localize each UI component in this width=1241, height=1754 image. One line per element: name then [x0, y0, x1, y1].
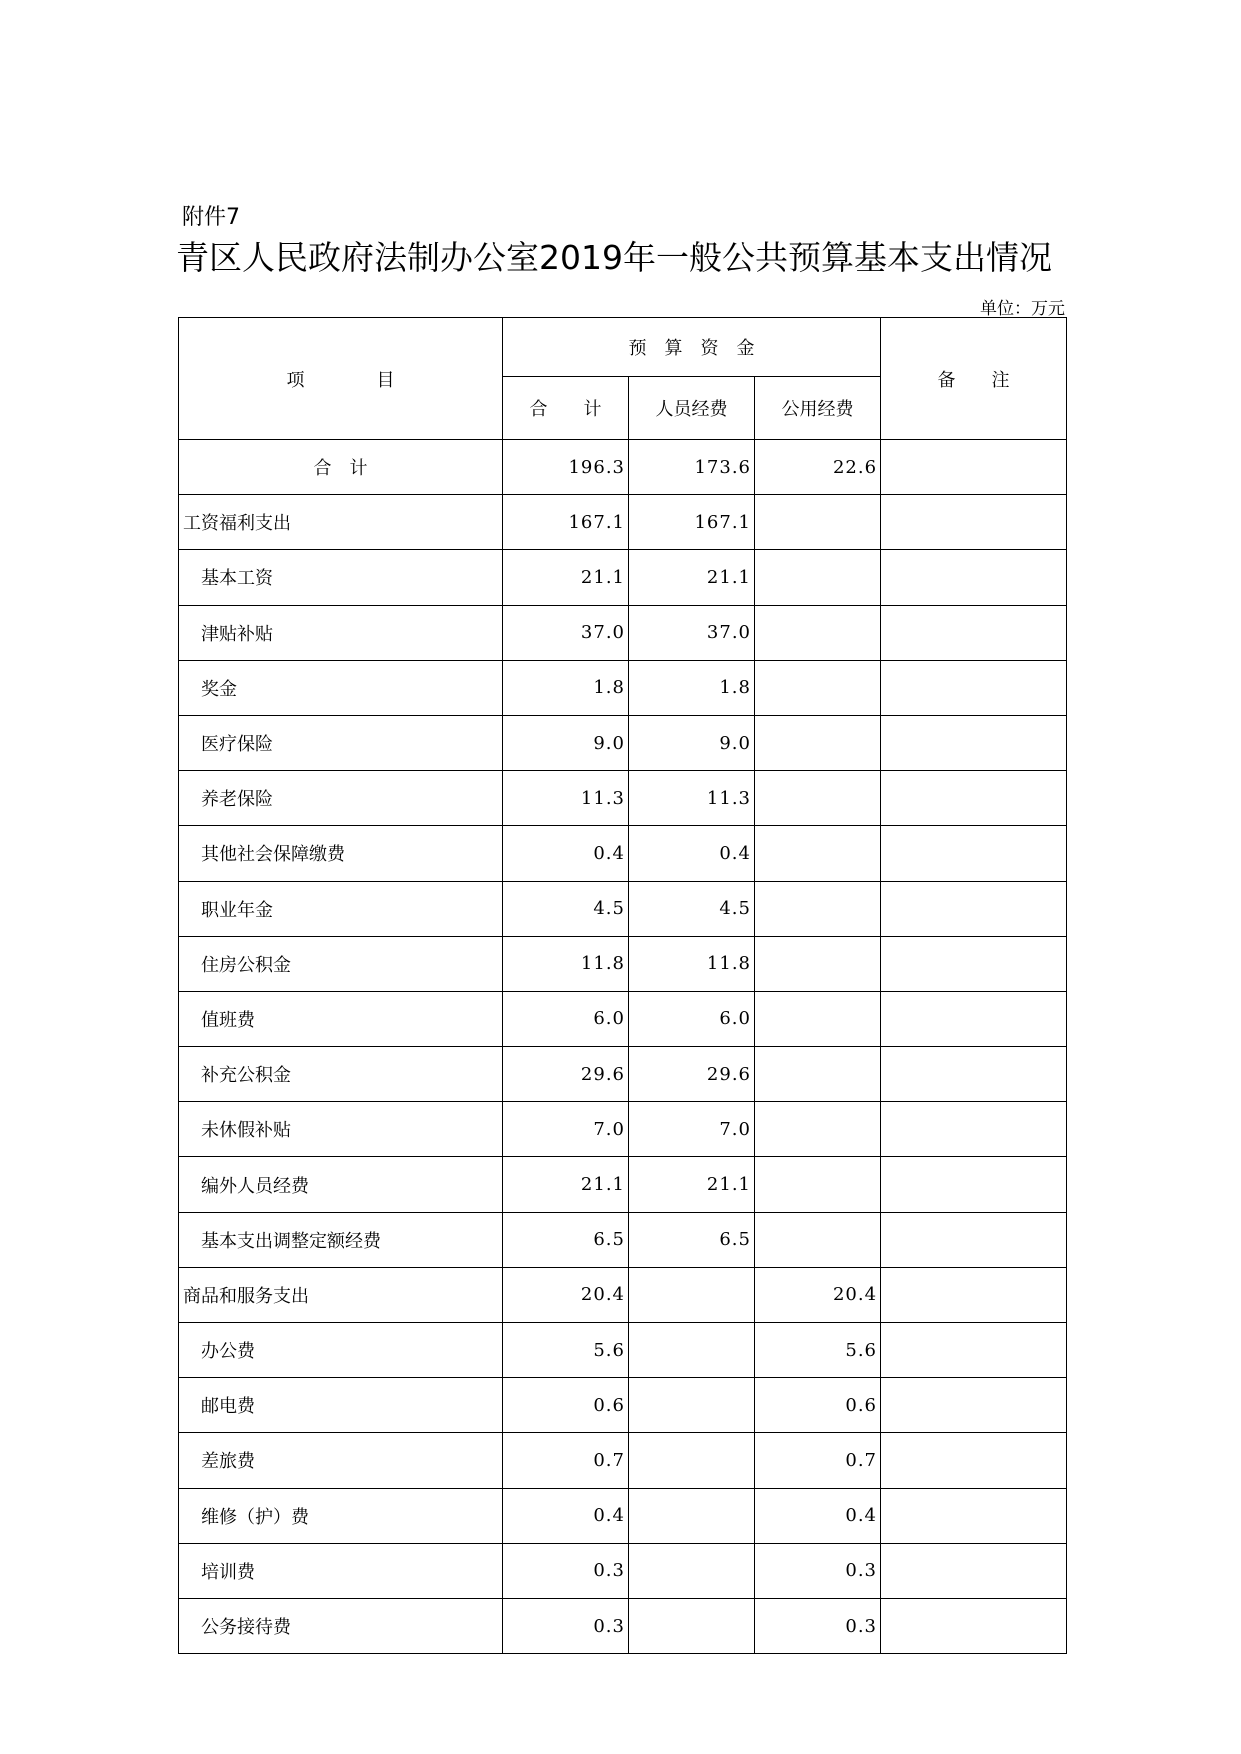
unit-label: 单位：万元 [980, 299, 1065, 319]
row-name: 奖金 [179, 660, 503, 715]
row-personnel: 6.5 [629, 1212, 755, 1267]
table-row [179, 936, 1067, 991]
table-row [179, 1267, 1067, 1322]
row-total: 11.3 [503, 771, 629, 826]
row-public: 0.4 [755, 1488, 881, 1543]
row-total: 29.6 [503, 1047, 629, 1102]
row-remark [881, 881, 1067, 936]
row-remark [881, 771, 1067, 826]
row-remark [881, 936, 1067, 991]
row-personnel [629, 1323, 755, 1378]
row-remark [881, 826, 1067, 881]
header-public: 公用经费 [755, 377, 881, 440]
row-remark [881, 1267, 1067, 1322]
table-row [179, 1488, 1067, 1543]
row-remark [881, 1212, 1067, 1267]
row-remark [881, 991, 1067, 1046]
row-public [755, 715, 881, 770]
row-total: 0.4 [503, 826, 629, 881]
row-remark [881, 715, 1067, 770]
row-personnel: 0.4 [629, 826, 755, 881]
row-name: 补充公积金 [179, 1047, 503, 1102]
row-remark [881, 1598, 1067, 1653]
row-name: 基本支出调整定额经费 [179, 1212, 503, 1267]
row-name: 工资福利支出 [179, 495, 503, 550]
row-public: 0.3 [755, 1543, 881, 1598]
row-total: 0.3 [503, 1598, 629, 1653]
row-remark [881, 495, 1067, 550]
row-personnel [629, 1488, 755, 1543]
table-row [179, 826, 1067, 881]
row-public [755, 605, 881, 660]
row-name: 公务接待费 [179, 1598, 503, 1653]
row-public [755, 771, 881, 826]
row-personnel: 6.0 [629, 991, 755, 1046]
row-remark [881, 605, 1067, 660]
row-total: 0.6 [503, 1378, 629, 1433]
table-row [179, 1323, 1067, 1378]
table-row [179, 660, 1067, 715]
row-name: 邮电费 [179, 1378, 503, 1433]
row-total: 20.4 [503, 1267, 629, 1322]
row-public [755, 991, 881, 1046]
row-public [755, 881, 881, 936]
row-personnel [629, 1543, 755, 1598]
attachment-label: 附件7 [182, 205, 240, 230]
row-name: 差旅费 [179, 1433, 503, 1488]
row-name: 办公费 [179, 1323, 503, 1378]
row-total: 1.8 [503, 660, 629, 715]
row-total: 5.6 [503, 1323, 629, 1378]
row-personnel: 7.0 [629, 1102, 755, 1157]
row-name: 养老保险 [179, 771, 503, 826]
row-total: 7.0 [503, 1102, 629, 1157]
row-remark [881, 1543, 1067, 1598]
table-row [179, 1212, 1067, 1267]
row-public [755, 1212, 881, 1267]
table-row [179, 1378, 1067, 1433]
row-public [755, 1102, 881, 1157]
total-row-remark [881, 440, 1067, 495]
row-remark [881, 1323, 1067, 1378]
row-remark [881, 1433, 1067, 1488]
row-name: 值班费 [179, 991, 503, 1046]
header-budget-funds: 预 算 资 金 [503, 318, 881, 377]
row-personnel: 11.8 [629, 936, 755, 991]
row-total: 167.1 [503, 495, 629, 550]
row-public [755, 495, 881, 550]
row-personnel: 1.8 [629, 660, 755, 715]
total-row [179, 440, 1067, 495]
row-public [755, 550, 881, 605]
row-public: 5.6 [755, 1323, 881, 1378]
row-personnel [629, 1267, 755, 1322]
row-name: 其他社会保障缴费 [179, 826, 503, 881]
row-total: 6.0 [503, 991, 629, 1046]
row-public: 0.3 [755, 1598, 881, 1653]
table-row [179, 715, 1067, 770]
row-total: 0.3 [503, 1543, 629, 1598]
row-total: 9.0 [503, 715, 629, 770]
table-row [179, 1157, 1067, 1212]
row-total: 0.7 [503, 1433, 629, 1488]
table-row [179, 605, 1067, 660]
table-row [179, 550, 1067, 605]
header-personnel: 人员经费 [629, 377, 755, 440]
row-personnel [629, 1378, 755, 1433]
row-public: 0.7 [755, 1433, 881, 1488]
row-remark [881, 1157, 1067, 1212]
row-total: 21.1 [503, 550, 629, 605]
row-personnel: 167.1 [629, 495, 755, 550]
row-remark [881, 1102, 1067, 1157]
row-personnel: 11.3 [629, 771, 755, 826]
row-personnel: 37.0 [629, 605, 755, 660]
total-row-personnel: 173.6 [629, 440, 755, 495]
row-public [755, 660, 881, 715]
table-row [179, 495, 1067, 550]
row-name: 医疗保险 [179, 715, 503, 770]
table-row [179, 771, 1067, 826]
row-name: 未休假补贴 [179, 1102, 503, 1157]
header-remarks: 备 注 [881, 318, 1067, 440]
row-remark [881, 1378, 1067, 1433]
header-total: 合 计 [503, 377, 629, 440]
row-remark [881, 550, 1067, 605]
row-public [755, 1157, 881, 1212]
table-row [179, 1433, 1067, 1488]
total-row-name: 合 计 [179, 440, 503, 495]
row-personnel: 29.6 [629, 1047, 755, 1102]
table-row [179, 1598, 1067, 1653]
row-remark [881, 1047, 1067, 1102]
row-total: 6.5 [503, 1212, 629, 1267]
row-name: 编外人员经费 [179, 1157, 503, 1212]
row-personnel: 21.1 [629, 1157, 755, 1212]
row-personnel: 4.5 [629, 881, 755, 936]
row-name: 住房公积金 [179, 936, 503, 991]
row-total: 11.8 [503, 936, 629, 991]
row-public: 20.4 [755, 1267, 881, 1322]
row-name: 基本工资 [179, 550, 503, 605]
row-public [755, 1047, 881, 1102]
row-total: 0.4 [503, 1488, 629, 1543]
page-title: 青区人民政府法制办公室2019年一般公共预算基本支出情况 [176, 238, 1052, 277]
row-remark [881, 660, 1067, 715]
row-personnel: 21.1 [629, 550, 755, 605]
table-row [179, 881, 1067, 936]
row-public [755, 826, 881, 881]
row-personnel [629, 1598, 755, 1653]
header-item: 项 目 [179, 318, 503, 440]
row-name: 职业年金 [179, 881, 503, 936]
row-name: 维修（护）费 [179, 1488, 503, 1543]
table-row [179, 1543, 1067, 1598]
row-total: 21.1 [503, 1157, 629, 1212]
row-personnel: 9.0 [629, 715, 755, 770]
row-total: 4.5 [503, 881, 629, 936]
row-public [755, 936, 881, 991]
table-row [179, 1047, 1067, 1102]
table-row [179, 1102, 1067, 1157]
row-name: 商品和服务支出 [179, 1267, 503, 1322]
total-row-public: 22.6 [755, 440, 881, 495]
row-public: 0.6 [755, 1378, 881, 1433]
row-total: 37.0 [503, 605, 629, 660]
row-remark [881, 1488, 1067, 1543]
row-personnel [629, 1433, 755, 1488]
row-name: 津贴补贴 [179, 605, 503, 660]
total-row-total: 196.3 [503, 440, 629, 495]
row-name: 培训费 [179, 1543, 503, 1598]
table-row [179, 991, 1067, 1046]
budget-table [178, 317, 1067, 1654]
